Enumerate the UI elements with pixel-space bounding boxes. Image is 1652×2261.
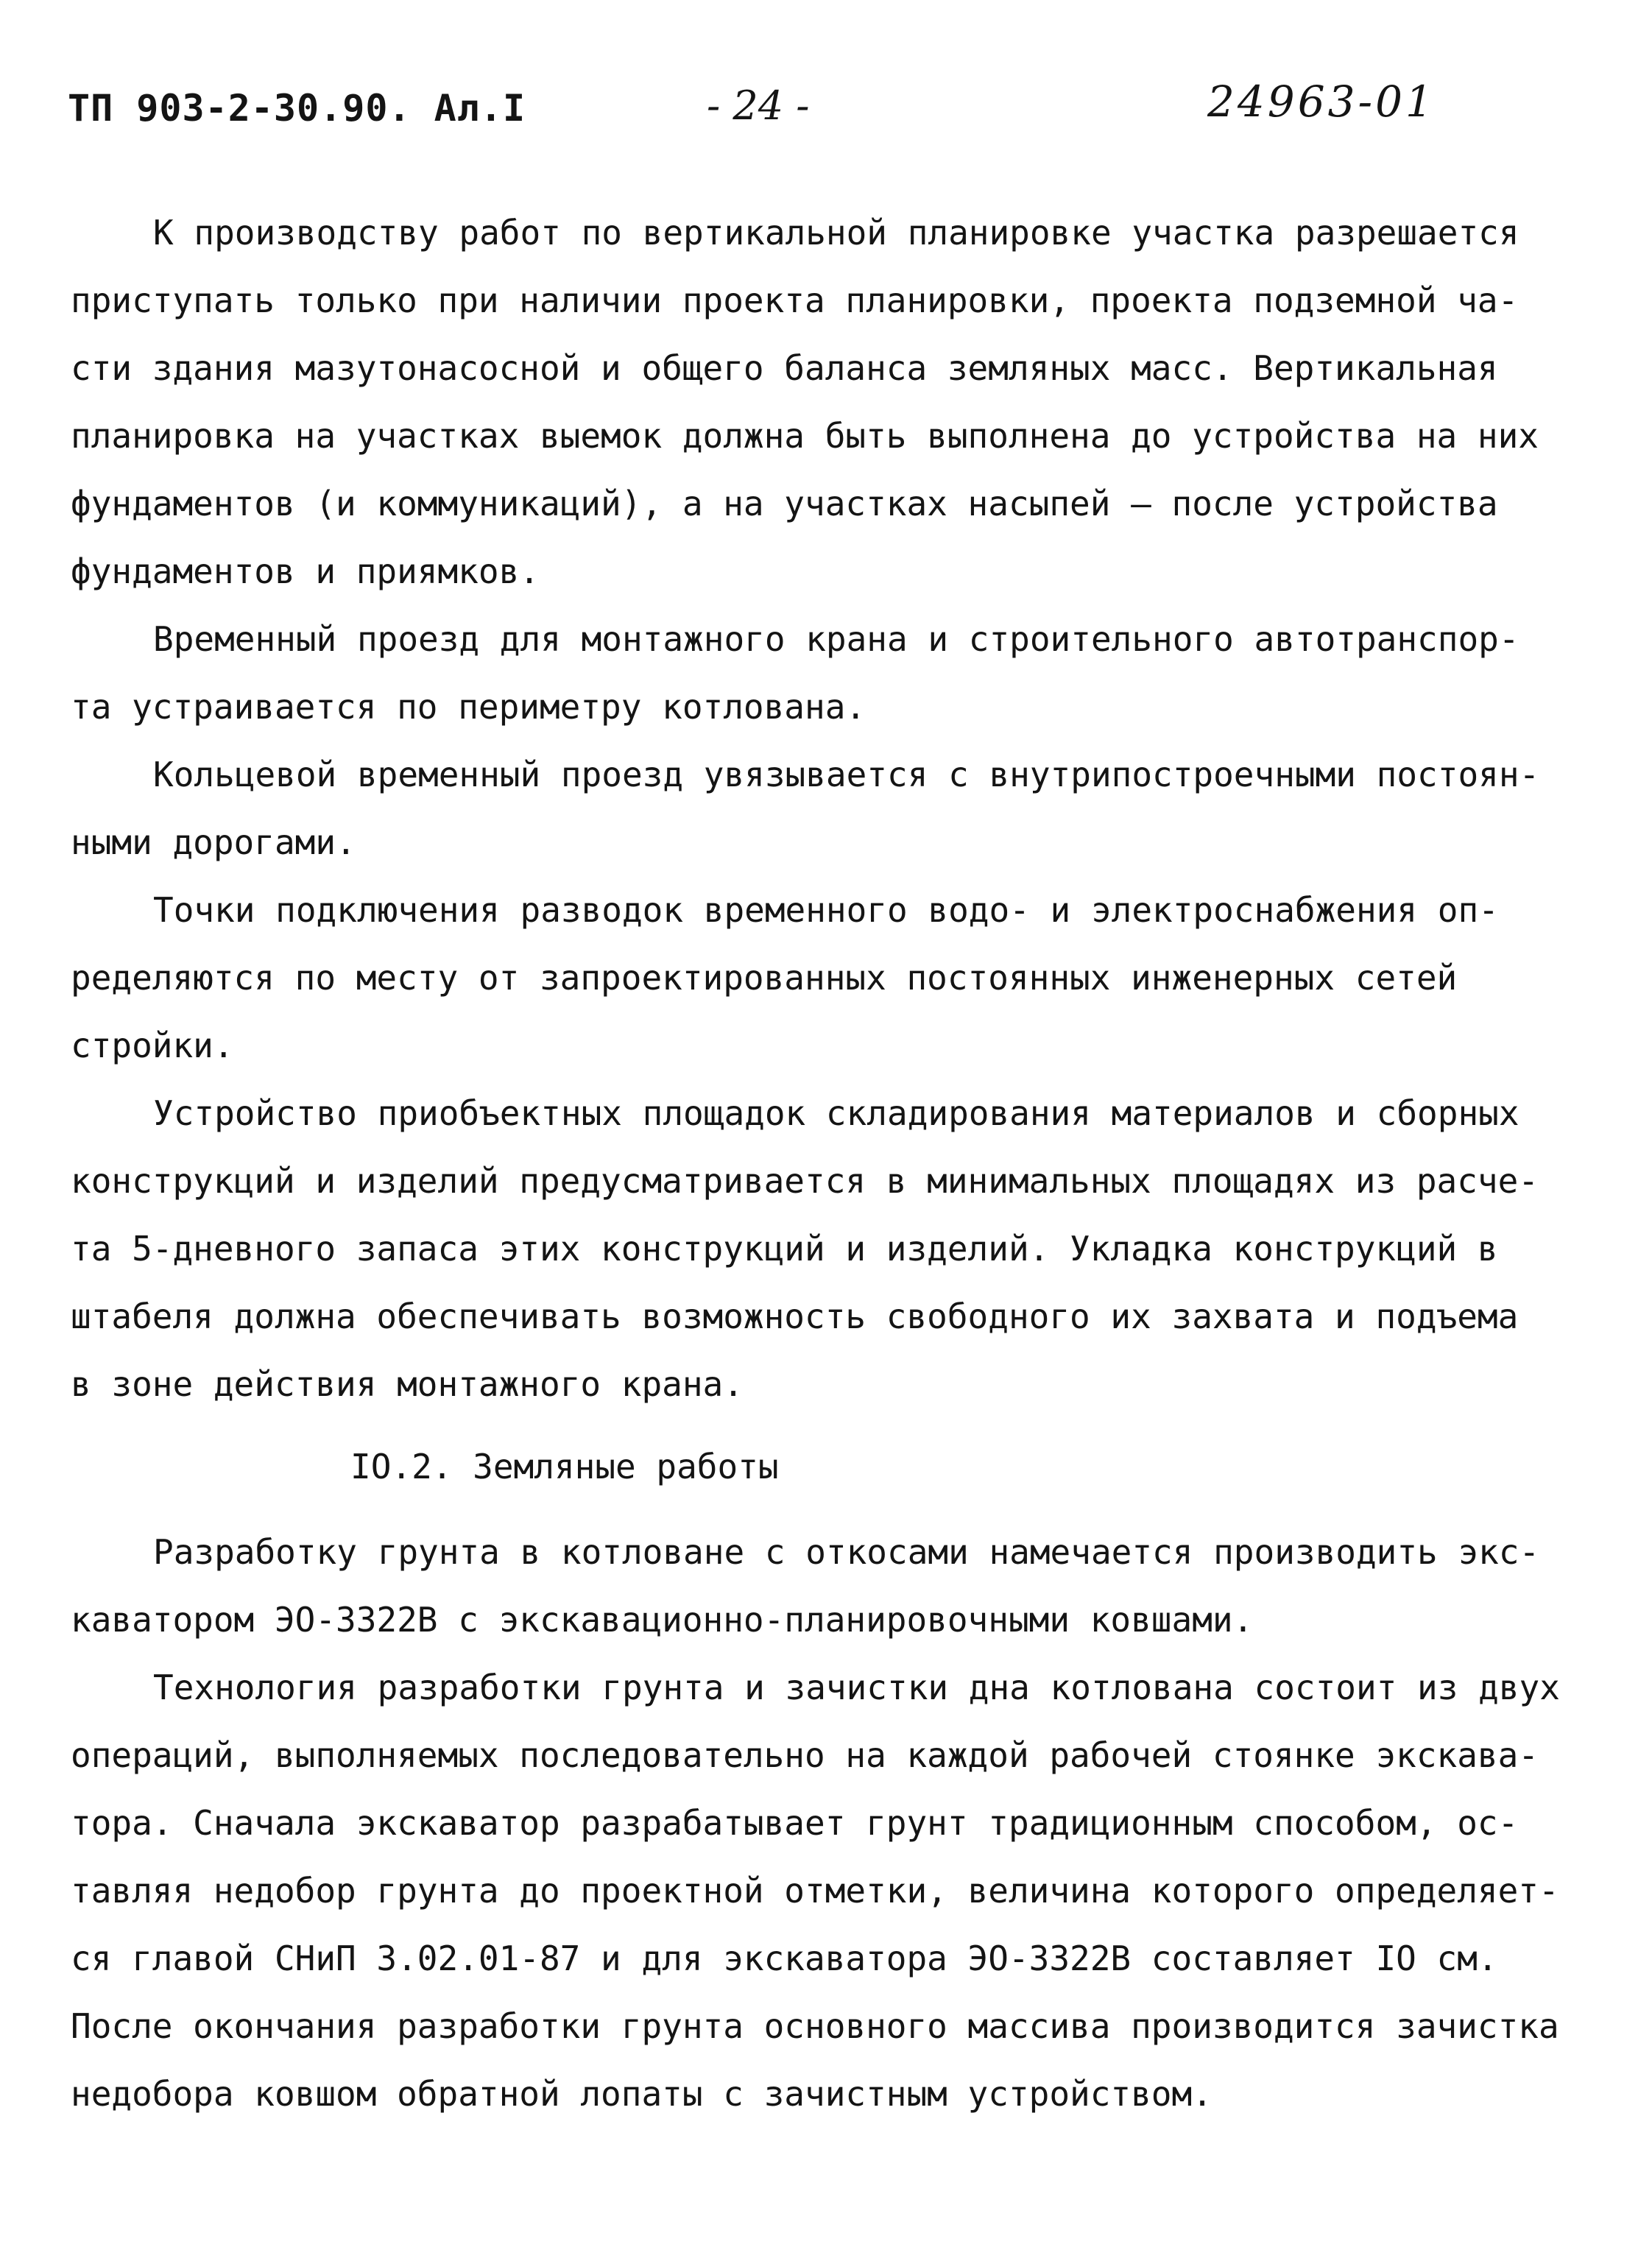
paragraphs-before-heading xyxy=(71,199,1602,1418)
text-line: ными дорогами. xyxy=(71,822,356,862)
paragraph xyxy=(71,876,1602,1079)
text-line: та 5-дневного запаса этих конструкций и изделий. Укладка конструкций в xyxy=(71,1229,1498,1269)
text-line: фундаментов и приямков. xyxy=(71,551,540,591)
body-text xyxy=(71,199,1602,2128)
paragraph xyxy=(71,605,1602,741)
text-line: штабеля должна обеспечивать возможность свободного их захвата и подъема xyxy=(71,1297,1519,1336)
section-heading: IO.2. Земляные работы xyxy=(350,1447,779,1486)
paragraphs-after-heading xyxy=(71,1518,1602,2128)
text-line: Временный проезд для монтажного крана и строительного автотранспор- xyxy=(153,619,1519,659)
paragraph xyxy=(71,199,1602,605)
text-line: приступать только при наличии проекта планировки, проекта подземной ча- xyxy=(71,281,1519,320)
text-line: Разработку грунта в котловане с откосами намечается производить экс- xyxy=(153,1532,1540,1572)
text-line: конструкций и изделий предусматривается в минимальных площадях из расче- xyxy=(71,1161,1539,1201)
text-line: планировка на участках выемок должна быть выполнена до устройства на них xyxy=(71,416,1539,456)
text-line: сти здания мазутонасосной и общего баланса земляных масс. Вертикальная xyxy=(71,348,1498,388)
text-line: каватором ЭО-3322В с экскавационно-планировочными ковшами. xyxy=(71,1600,1254,1640)
text-line: стройки. xyxy=(71,1026,234,1065)
text-line: тавляя недобор грунта до проектной отметки, величина которого определяет- xyxy=(71,1871,1559,1911)
text-line: Технология разработки грунта и зачистки дна котлована состоит из двух xyxy=(153,1668,1560,1707)
text-line: К производству работ по вертикальной планировке участка разрешается xyxy=(153,213,1519,253)
text-line: та устраивается по периметру котлована. xyxy=(71,687,866,727)
paragraph xyxy=(71,1079,1602,1418)
page-number: - 24 - xyxy=(707,82,810,129)
text-line: ся главой СНиП 3.02.01-87 и для экскаватора ЭО-3322В составляет IO см. xyxy=(71,1939,1498,1978)
text-line: недобора ковшом обратной лопаты с зачистным устройством. xyxy=(71,2074,1212,2114)
text-line: ределяются по месту от запроектированных постоянных инженерных сетей xyxy=(71,958,1458,998)
text-line: Устройство приобъектных площадок складирования материалов и сборных xyxy=(153,1093,1519,1133)
text-line: в зоне действия монтажного крана. xyxy=(71,1364,744,1404)
text-line: тора. Сначала экскаватор разрабатывает грунт традиционным способом, ос- xyxy=(71,1803,1519,1843)
paragraph xyxy=(71,741,1602,876)
document-id: ТП 903-2-30.90. Ал.I xyxy=(68,87,526,130)
paragraph xyxy=(71,1654,1602,2128)
paragraph xyxy=(71,1518,1602,1654)
text-line: После окончания разработки грунта основного массива производится зачистка xyxy=(71,2006,1559,2046)
text-line: Точки подключения разводок временного водо- и электроснабжения оп- xyxy=(153,890,1499,930)
text-line: операций, выполняемых последовательно на каждой рабочей стоянке экскава- xyxy=(71,1735,1539,1775)
text-line: Кольцевой временный проезд увязывается с внутрипостроечными постоян- xyxy=(153,755,1540,794)
text-line: фундаментов (и коммуникаций), а на участках насыпей – после устройства xyxy=(71,484,1498,523)
handwritten-code: 24963-01 xyxy=(1207,77,1436,127)
